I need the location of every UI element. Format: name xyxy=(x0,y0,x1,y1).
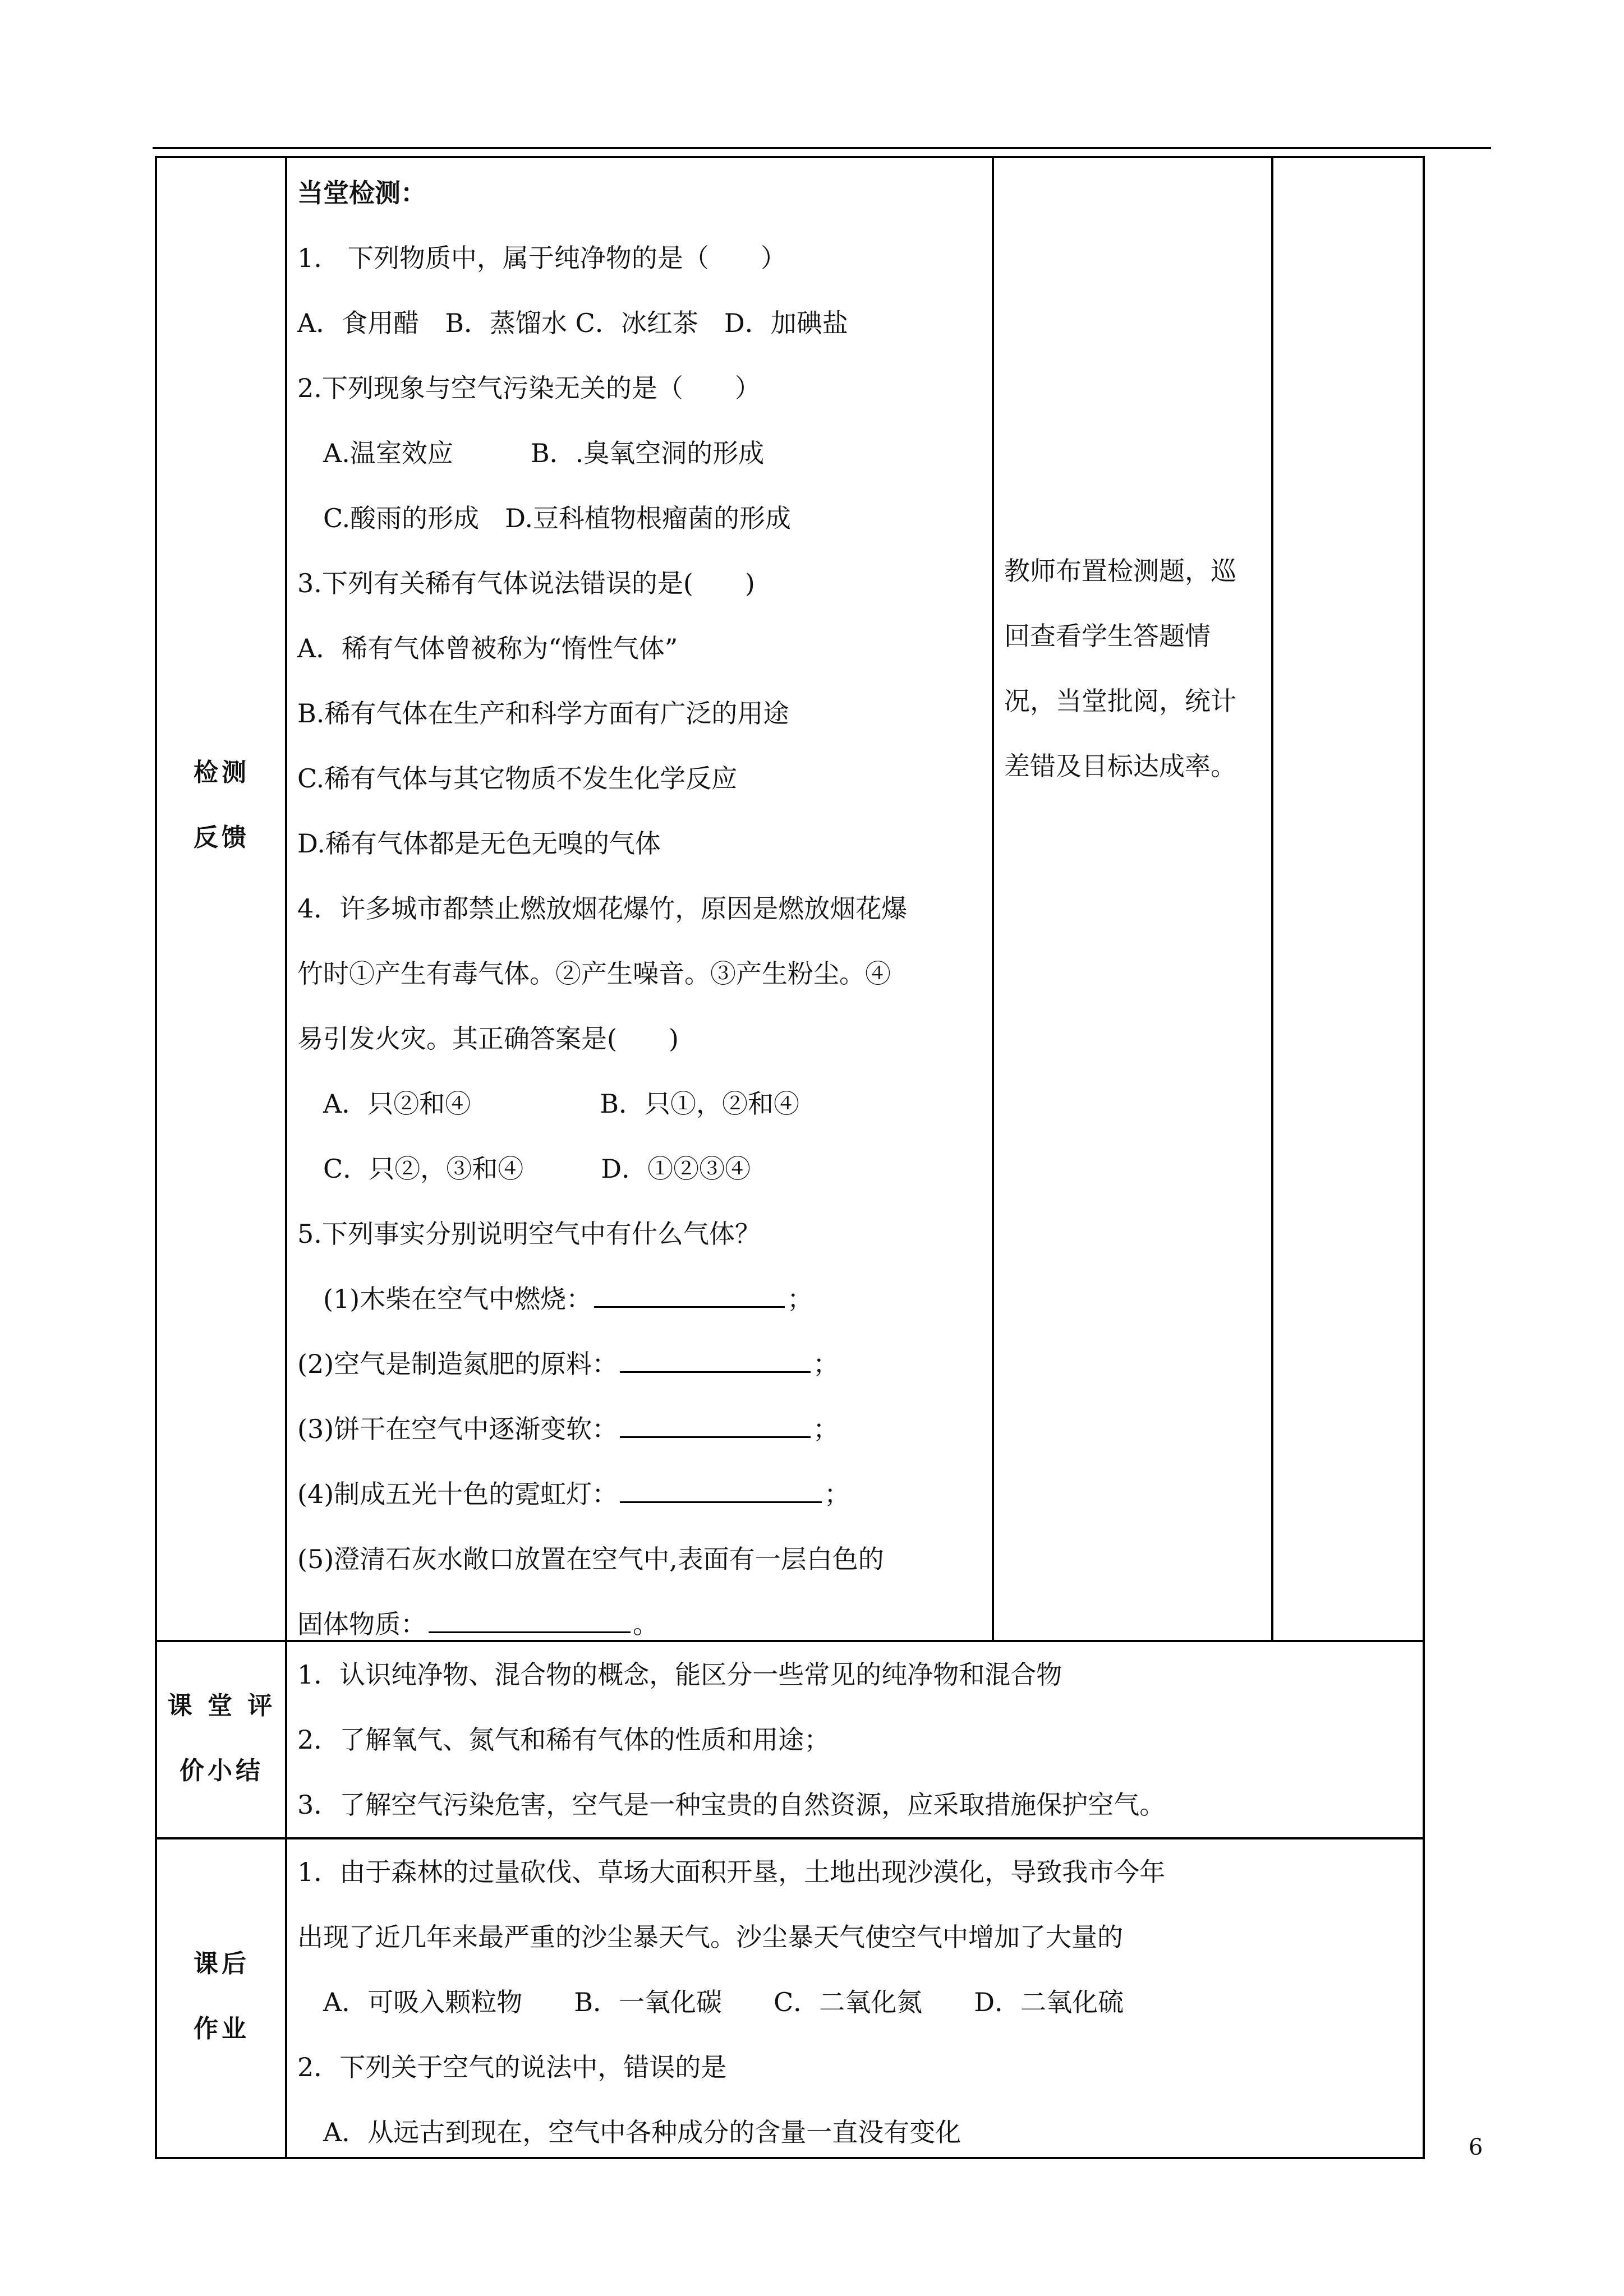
question-line: 3.下列有关稀有气体说法错误的是( ) xyxy=(297,568,755,598)
table-border-top xyxy=(155,156,1425,158)
fill-item-prefix: 固体物质： xyxy=(297,1609,426,1639)
fill-item-prefix: (4)制成五光十色的霓虹灯： xyxy=(297,1479,618,1509)
fill-item xyxy=(297,1396,987,1461)
teacher-note-line: 差错及目标达成率。 xyxy=(1004,751,1236,781)
homework-label xyxy=(157,1931,286,2062)
page-number: 6 xyxy=(1469,2134,1483,2160)
homework-label-line: 课后 xyxy=(194,1949,250,1978)
question-line: A.温室效应 B．.臭氧空洞的形成 xyxy=(297,438,765,468)
question-line: 1. 下列物质中，属于纯净物的是（ ） xyxy=(297,243,786,273)
detection-content xyxy=(297,160,987,1657)
question-line: C.稀有气体与其它物质不发生化学反应 xyxy=(297,763,738,794)
answer-blank[interactable] xyxy=(594,1274,785,1308)
homework-line: A．从远古到现在，空气中各种成分的含量一直没有变化 xyxy=(297,2117,961,2147)
question-line: (5)澄清石灰水敞口放置在空气中,表面有一层白色的 xyxy=(297,1544,884,1574)
table-divider-label xyxy=(285,156,287,2158)
teacher-note-line: 况，当堂批阅，统计 xyxy=(1004,686,1236,716)
fill-item xyxy=(297,1331,987,1396)
table-border-right xyxy=(1423,156,1425,2158)
homework-line: 出现了近几年来最严重的沙尘暴天气。沙尘暴天气使空气中增加了大量的 xyxy=(297,1922,1123,1952)
question-line: C．只②，③和④ D．①②③④ xyxy=(297,1154,751,1184)
teacher-note-line: 回查看学生答题情 xyxy=(1004,621,1211,651)
question-line: B.稀有气体在生产和科学方面有广泛的用途 xyxy=(297,698,789,729)
teacher-note xyxy=(1004,538,1268,799)
header-rule xyxy=(153,147,1491,149)
table-divider-extra xyxy=(1271,156,1273,1641)
homework-line: A．可吸入颗粒物 B．一氧化碳 C．二氧化氮 D．二氧化硫 xyxy=(297,1987,1124,2017)
homework-line: 1．由于森林的过量砍伐、草场大面积开垦，土地出现沙漠化，导致我市今年 xyxy=(297,1857,1166,1887)
question-line: 5.下列事实分别说明空气中有什么气体？ xyxy=(297,1219,761,1249)
question-line: 竹时①产生有毒气体。②产生噪音。③产生粉尘。④ xyxy=(297,958,891,989)
answer-blank[interactable] xyxy=(620,1339,811,1373)
question-line: A．食用醋 B．蒸馏水 C．冰红茶 D．加碘盐 xyxy=(297,308,848,338)
fill-item-prefix: (3)饼干在空气中逐渐变软： xyxy=(297,1414,618,1444)
fill-item-suffix: ； xyxy=(787,1284,813,1314)
teacher-note-line: 教师布置检测题，巡 xyxy=(1004,556,1236,586)
summary-content xyxy=(297,1642,1419,1837)
answer-blank[interactable] xyxy=(620,1469,822,1503)
question-line: 2.下列现象与空气污染无关的是（ ） xyxy=(297,373,761,403)
fill-item xyxy=(297,1461,987,1527)
fill-item-suffix: ； xyxy=(813,1414,839,1444)
homework-label-line: 作业 xyxy=(194,2014,250,2043)
detection-label-line: 检测 xyxy=(194,758,250,787)
summary-label-line: 课 堂 评 xyxy=(167,1691,276,1720)
summary-line: 2．了解氧气、氮气和稀有气体的性质和用途； xyxy=(297,1725,830,1755)
fill-item-prefix: (1)木柴在空气中燃烧： xyxy=(297,1284,592,1314)
question-line: A．稀有气体曾被称为“惰性气体” xyxy=(297,633,678,663)
fill-item xyxy=(297,1266,987,1331)
question-line: 4．许多城市都禁止燃放烟花爆竹，原因是燃放烟花爆 xyxy=(297,893,908,924)
summary-line: 1．认识纯净物、混合物的概念，能区分一些常见的纯净物和混合物 xyxy=(297,1659,1062,1690)
fill-item-suffix: 。 xyxy=(633,1609,659,1639)
fill-item-prefix: (2)空气是制造氮肥的原料： xyxy=(297,1349,618,1379)
fill-item-suffix: ； xyxy=(813,1349,839,1379)
question-line: C.酸雨的形成 D.豆科植物根瘤菌的形成 xyxy=(297,503,792,533)
question-line: 易引发火灾。其正确答案是( ) xyxy=(297,1023,679,1054)
summary-label-line: 价小结 xyxy=(180,1756,264,1785)
summary-label xyxy=(157,1673,286,1804)
detection-label xyxy=(157,740,286,870)
question-line: A．只②和④ B．只①，②和④ xyxy=(297,1089,800,1119)
homework-line: 2．下列关于空气的说法中，错误的是 xyxy=(297,2052,727,2082)
table-border-left xyxy=(155,156,157,2158)
summary-line: 3．了解空气污染危害，空气是一种宝贵的自然资源，应采取措施保护空气。 xyxy=(297,1790,1166,1820)
detection-label-line: 反馈 xyxy=(194,823,250,852)
answer-blank[interactable] xyxy=(620,1404,811,1438)
homework-content xyxy=(297,1839,1419,2165)
detection-heading: 当堂检测： xyxy=(297,178,426,208)
table-divider-note xyxy=(992,156,994,1641)
answer-blank[interactable] xyxy=(429,1599,631,1633)
question-line: D.稀有气体都是无色无嗅的气体 xyxy=(297,828,661,859)
fill-item-suffix: ； xyxy=(824,1479,850,1509)
